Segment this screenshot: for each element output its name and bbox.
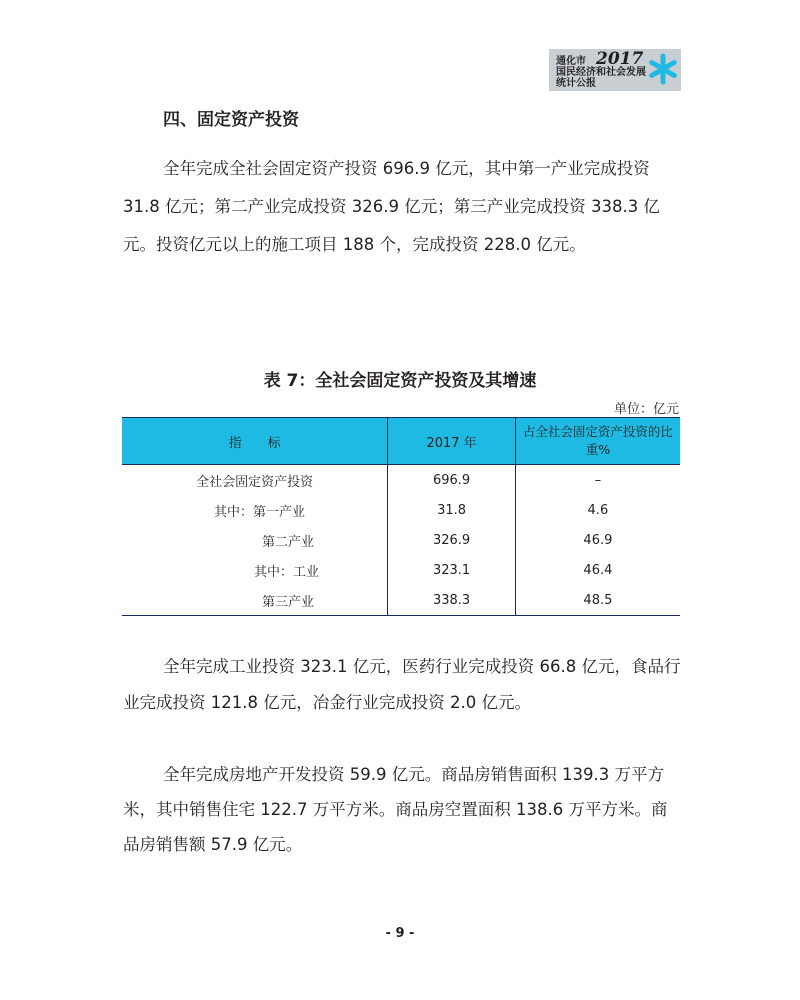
row-label: 第三产业 [122, 585, 388, 616]
logo-city: 通化市 [556, 56, 586, 67]
header-indicator: 指 标 [122, 418, 388, 465]
row-value: 696.9 [388, 465, 515, 496]
paragraph-real-estate: 全年完成房地产开发投资 59.9 亿元。商品房销售面积 139.3 万平方米，其中销售住宅 122.7 万平方米。商品房空置面积 138.6 万平方米。商品房销售额 57.9 亿元。 [123, 765, 668, 854]
table-row [122, 585, 680, 616]
page-number: - 9 - [385, 926, 415, 941]
row-value: 323.1 [388, 555, 515, 585]
row-share: – [515, 465, 680, 496]
table-row [122, 525, 680, 555]
row-share: 4.6 [515, 495, 680, 525]
table-row [122, 555, 680, 585]
header-year: 2017 年 [388, 418, 515, 465]
header-logo [549, 49, 681, 91]
logo-subtitle: 国民经济和社会发展 [556, 67, 646, 78]
table-title: 表 7：全社会固定资产投资及其增速 [263, 371, 537, 391]
logo-year: 2017 [596, 49, 644, 69]
logo-bulletin: 统计公报 [556, 78, 596, 89]
table-unit: 单位：亿元 [613, 402, 679, 417]
row-share: 46.4 [515, 555, 680, 585]
row-label: 全社会固定资产投资 [196, 474, 314, 490]
header-share: 占全社会固定资产投资的比重% [515, 418, 680, 465]
row-value: 338.3 [388, 585, 515, 616]
table-row [122, 465, 680, 496]
table-header-row [122, 418, 680, 465]
snowflake-icon [647, 53, 679, 85]
row-label: 其中：第一产业 [214, 504, 306, 520]
paragraph-investment-summary: 全年完成全社会固定资产投资 696.9 亿元，其中第一产业完成投资 31.8 亿元；第二产业完成投资 326.9 亿元；第三产业完成投资 338.3 亿元。投资亿元以上的施工项目 188 个，完成投资 228.0 亿元。 [123, 159, 660, 254]
section-heading: 四、固定资产投资 [163, 110, 299, 130]
table-row [122, 495, 680, 525]
row-value: 31.8 [388, 495, 515, 525]
investment-table [122, 417, 680, 616]
row-share: 48.5 [515, 585, 680, 616]
row-value: 326.9 [388, 525, 515, 555]
row-label: 第二产业 [262, 534, 315, 550]
row-label: 其中：工业 [254, 564, 320, 580]
paragraph-industrial-investment: 全年完成工业投资 323.1 亿元，医药行业完成投资 66.8 亿元，食品行业完成投资 121.8 亿元，冶金行业完成投资 2.0 亿元。 [123, 657, 681, 712]
row-share: 46.9 [515, 525, 680, 555]
